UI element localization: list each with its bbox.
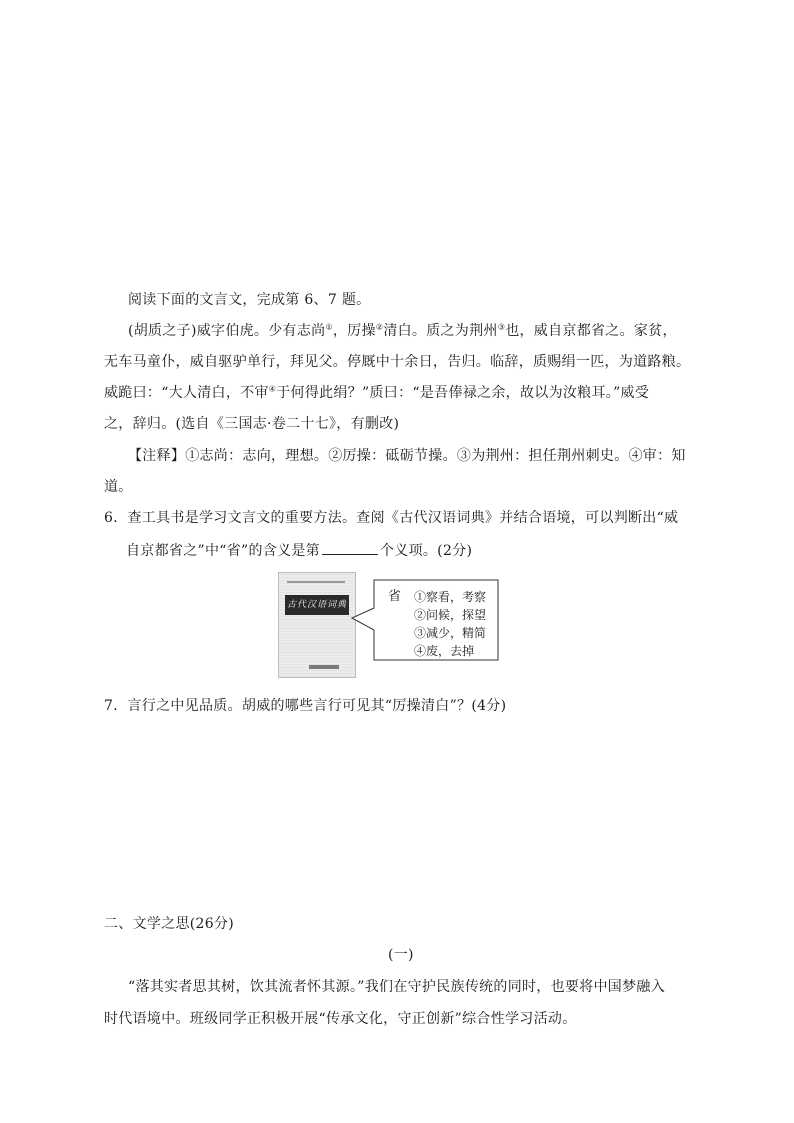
question-6-line-2 (126, 540, 472, 561)
dictionary-book-image (278, 572, 356, 678)
answer-blank[interactable] (322, 540, 378, 555)
question-6-line-1: 6．查工具书是学习文言文的重要方法。查阅《古代汉语词典》并结合语境，可以判断出“威 (104, 510, 679, 526)
dictionary-entry: ②问候，探望 (414, 608, 487, 622)
passage-line-2: 无车马童仆，威自驱驴单行，拜见父。停厩中十余日，告归。临辞，质赐绢一匹，为道路粮。 (104, 354, 691, 370)
dictionary-entry: ④废，去掉 (414, 644, 475, 658)
passage-text: (胡质之子)威字伯虎。少有志尚 (128, 323, 326, 339)
dictionary-headword: 省 (388, 589, 402, 604)
reading-intro: 阅读下面的文言文，完成第 6、7 题。 (128, 292, 371, 308)
passage-text: 于何得此绢？”质曰：“是吾俸禄之余，故以为汝粮耳。”威受 (276, 385, 650, 401)
section-heading: 二、文学之思(26分) (104, 916, 235, 932)
section-paragraph-line-2: 时代语境中。班级同学正积极开展“传承文化，守正创新”综合性学习活动。 (104, 1011, 577, 1027)
book-decor (309, 665, 339, 669)
passage-line-4: 之，辞归。(选自《三国志·卷二十七》，有删改) (104, 416, 400, 432)
dictionary-entry: ①察看，考察 (414, 590, 487, 604)
note-marker: ② (375, 322, 384, 332)
question-text: 个义项。(2分) (379, 543, 473, 559)
book-title: 古代汉语词典 (285, 595, 349, 615)
subsection-heading: (一) (388, 947, 414, 963)
question-text: 自京都省之”中“省”的含义是第 (126, 543, 320, 559)
passage-line-1 (128, 321, 677, 341)
notes-line-1: 【注释】①志尚：志向，理想。②厉操：砥砺节操。③为荆州：担任荆州刺史。④审：知 (128, 448, 686, 464)
note-marker: ③ (497, 322, 506, 332)
passage-line-3 (104, 383, 649, 403)
dictionary-entry: ③减少，精简 (414, 626, 487, 640)
notes-line-2: 道。 (104, 479, 133, 495)
book-decor (287, 581, 345, 583)
passage-text: 威跪曰：“大人清白，不审 (104, 385, 269, 401)
passage-text: 清白。质之为荆州 (383, 323, 498, 339)
section-paragraph-line-1: “落其实者思其树，饮其流者怀其源。”我们在守护民族传统的同时，也要将中国梦融入 (128, 979, 666, 995)
note-marker: ① (325, 322, 333, 332)
passage-text: ，厉操 (332, 323, 376, 339)
question-7: 7．言行之中见品质。胡威的哪些言行可见其“厉操清白”？(4分) (104, 698, 507, 714)
passage-text: 也，威自京都省之。家贫， (505, 323, 677, 339)
note-marker: ④ (268, 384, 277, 394)
